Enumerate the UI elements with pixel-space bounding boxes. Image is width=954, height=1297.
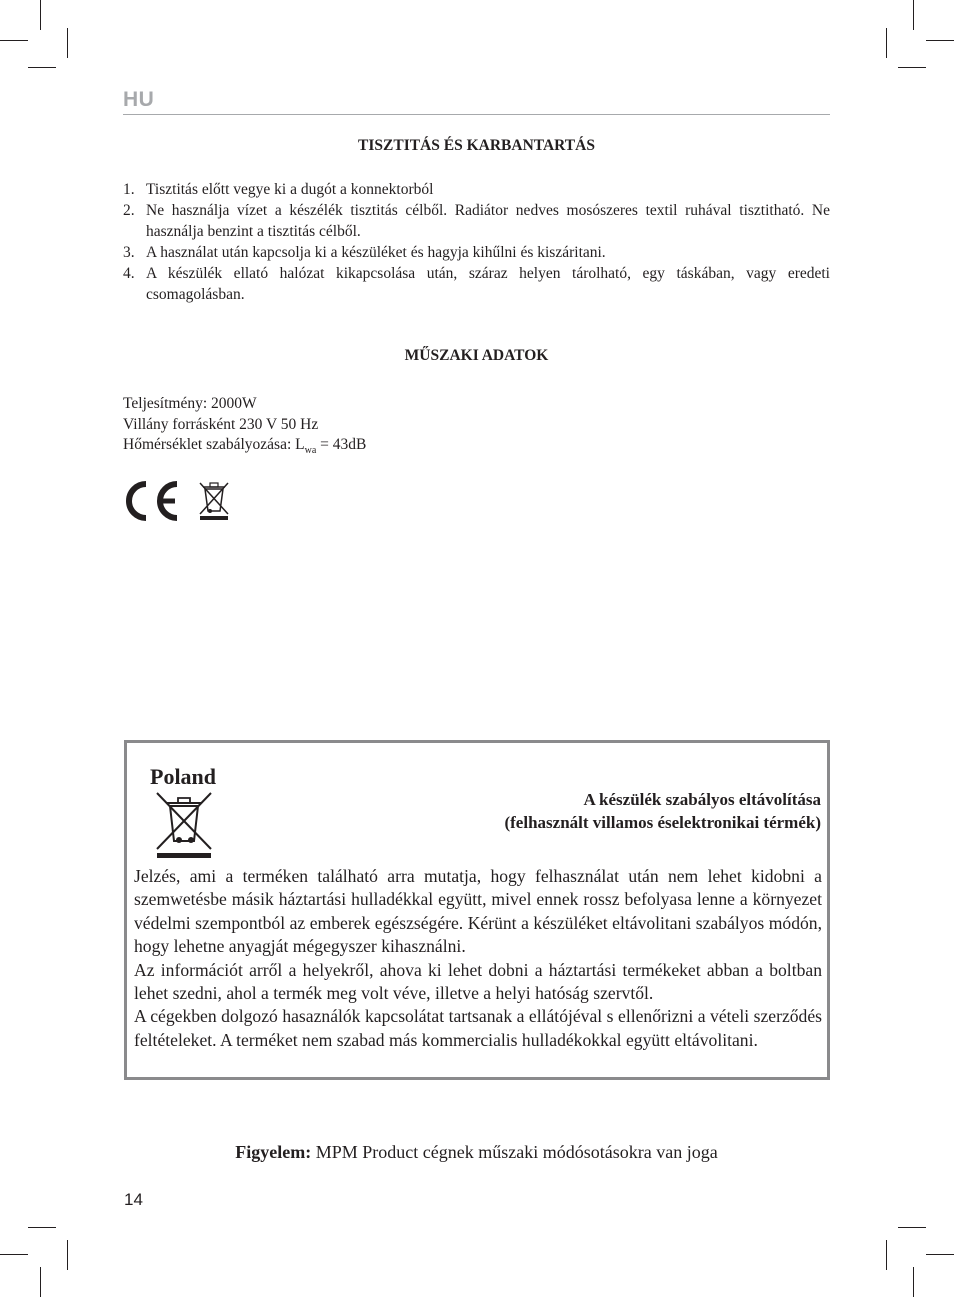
paragraph: Az információt arről a helyekről, ahova ki lehet dobni a háztartási termékeket abban a boltban lehet szedni, ahol a termék meg volt véve, illetve a helyi hatóság szervtől. <box>134 959 822 1004</box>
item-text: Tisztitás előtt vegye ki a dugót a konnektorból <box>146 181 434 198</box>
item-number: 2. <box>123 202 135 219</box>
item-number: 3. <box>123 244 135 261</box>
crop-mark <box>28 67 56 68</box>
crossed-bin-icon <box>200 483 228 520</box>
country-label: Poland <box>150 764 217 789</box>
crop-mark <box>926 1254 954 1255</box>
cleaning-steps <box>123 179 830 305</box>
footer-note <box>123 1142 830 1163</box>
heading-line: A készülék szabályos eltávolítása <box>583 790 821 809</box>
list-item <box>123 263 830 305</box>
header-divider <box>123 114 830 115</box>
crop-mark <box>898 67 926 68</box>
spec-noise <box>123 435 366 462</box>
crop-mark <box>67 28 68 58</box>
disposal-notice-box <box>124 740 830 1080</box>
heading-line: (felhasznált villamos éselektronikai térmék) <box>504 813 821 832</box>
crop-mark <box>913 0 914 30</box>
crop-mark <box>898 1227 926 1228</box>
crop-mark <box>886 28 887 58</box>
spec-power: Teljesítmény: 2000W <box>123 395 257 412</box>
language-code: HU <box>123 88 155 111</box>
crop-mark <box>0 40 28 41</box>
item-number: 4. <box>123 265 135 282</box>
item-number: 1. <box>123 181 135 198</box>
crop-mark <box>0 1254 28 1255</box>
crop-mark <box>926 40 954 41</box>
cleaning-title: TISZTITÁS ÉS KARBANTARTÁS <box>358 137 595 154</box>
noise-value: = 43dB <box>316 436 367 453</box>
crop-mark <box>913 1267 914 1297</box>
item-text: A készülék ellató halózat kikapcsolása után, száraz helyen tárolható, egy táskában, vagy eredeti csomagolásban. <box>146 265 830 303</box>
disposal-heading <box>504 788 821 834</box>
crossed-bin-icon <box>155 791 213 859</box>
list-item <box>123 179 830 200</box>
crop-mark <box>67 1240 68 1270</box>
ce-mark-icon <box>124 481 234 523</box>
note-text: MPM Product cégnek műszaki módósotásokra van joga <box>311 1142 718 1162</box>
item-text: A használat után kapcsolja ki a készüléket és hagyja kihűlni és kiszáritani. <box>146 244 606 261</box>
disposal-text <box>134 865 822 1052</box>
certification-marks <box>124 481 234 528</box>
spec-supply: Villány forrásként 230 V 50 Hz <box>123 415 319 433</box>
tech-specs <box>123 394 366 462</box>
paragraph: A cégekben dolgozó hasaználók kapcsolátat tartsanak a ellátójéval s ellenőrizni a vételi szerződés feltételeket. A terméket nem szabad más kommercialis hulladékokkal együtt eltávolitani. <box>134 1006 822 1050</box>
crop-mark <box>886 1240 887 1270</box>
noise-label: Hőmérséklet szabályozása: L <box>123 436 305 453</box>
item-text: Ne használja vízet a készélék tisztitás célből. Radiátor nedves mosószeres textil ruhával tisztitható. Ne használja benzint a tisztitás célből. <box>146 202 830 240</box>
note-label: Figyelem: <box>235 1142 312 1162</box>
crop-mark <box>28 1227 56 1228</box>
list-item <box>123 200 830 242</box>
page-number: 14 <box>124 1190 143 1209</box>
noise-subscript: wa <box>304 445 317 457</box>
crop-mark <box>40 0 41 30</box>
tech-title: MŰSZAKI ADATOK <box>404 347 549 364</box>
list-item <box>123 242 830 263</box>
paragraph: Jelzés, ami a terméken található arra mutatja, hogy felhasználat után nem lehet kidobni a szemwetésbe másik háztartási hulladékkal együtt, mivel ennek rossz befolyasa lenne a környezet védelmi szempontból az emberek egészségére. Kérünt a készüléket eltávolitani szabályos módón, hogy lehetne anyagját mégegyszer kihasználni. <box>134 866 822 957</box>
crop-mark <box>40 1267 41 1297</box>
